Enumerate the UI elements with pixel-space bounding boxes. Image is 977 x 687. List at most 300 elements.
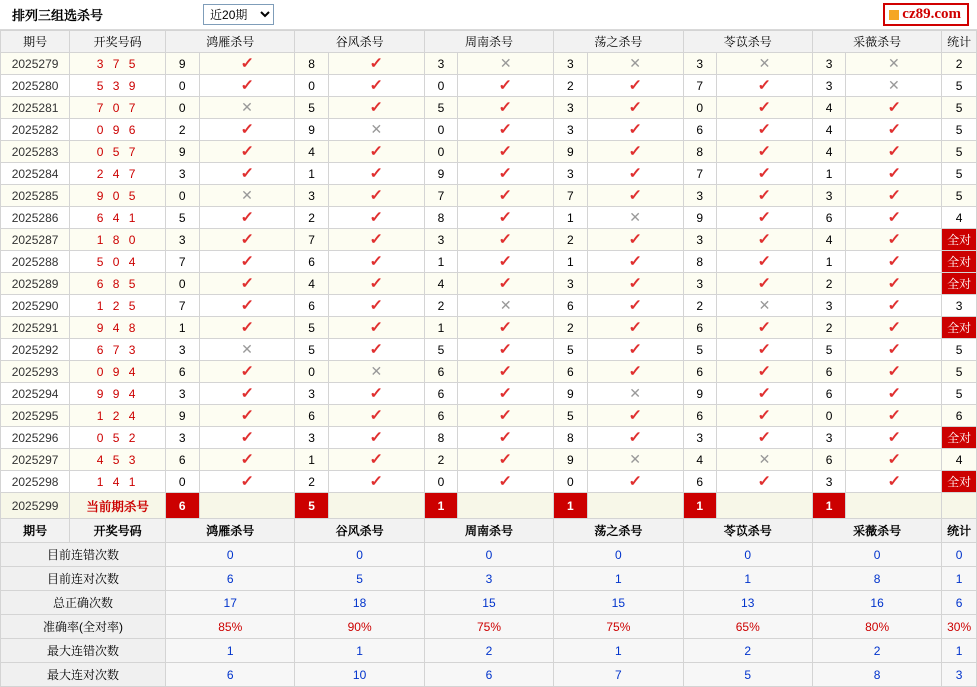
check-icon: ✓ [757,99,772,116]
check-icon: ✓ [240,253,254,270]
cell-kill-number: 9 [554,141,587,163]
cell-kill-number: 6 [812,207,845,229]
summary-value: 1 [295,639,424,663]
check-icon: ✓ [498,341,513,358]
cell-current-kill-number: 5 [295,493,328,519]
check-icon: ✓ [240,473,254,490]
cell-result-mark [587,317,683,339]
cell-result-mark [717,97,813,119]
cell-kill-number: 3 [554,119,587,141]
check-icon: ✓ [628,165,643,182]
cell-result-mark [846,427,942,449]
cross-icon: ✕ [758,451,771,467]
cell-result-mark [458,339,554,361]
cell-result-mark [717,471,813,493]
check-icon: ✓ [757,253,772,270]
cell-stat: 5 [942,185,977,207]
cell-kill-number: 3 [295,185,328,207]
cell-kill-number: 0 [166,471,199,493]
check-icon: ✓ [498,231,513,248]
check-icon: ✓ [369,451,384,468]
cell-kill-number: 0 [683,97,716,119]
summary-row [1,591,977,615]
cell-kill-number: 8 [554,427,587,449]
cell-result-mark [328,361,424,383]
cell-draw-code: 9 9 4 [70,383,166,405]
cell-period: 2025289 [1,273,70,295]
cell-kill-number: 6 [812,361,845,383]
table-body [1,53,977,519]
cell-result-mark [328,229,424,251]
check-icon: ✓ [886,407,901,424]
summary-value: 80% [812,615,941,639]
cell-kill-number: 4 [295,141,328,163]
cell-kill-number: 2 [554,75,587,97]
cell-kill-number: 3 [166,383,199,405]
check-icon: ✓ [240,429,254,446]
cell-result-mark [717,273,813,295]
check-icon: ✓ [886,275,901,292]
check-icon: ✓ [757,319,772,336]
cell-kill-number: 3 [683,427,716,449]
table-head [1,31,977,53]
cell-result-mark [717,449,813,471]
cell-kill-number: 0 [295,75,328,97]
cell-result-mark [587,295,683,317]
cell-result-mark [717,427,813,449]
check-icon: ✓ [886,121,901,138]
status-badge: 全对 [942,317,977,339]
check-icon: ✓ [886,385,901,402]
summary-row [1,543,977,567]
summary-row [1,639,977,663]
cell-kill-number: 9 [424,163,457,185]
cell-kill-number: 6 [683,119,716,141]
cross-icon: ✕ [758,55,771,71]
check-icon: ✓ [628,187,643,204]
cell-period: 2025281 [1,97,70,119]
cell-kill-number: 3 [683,273,716,295]
th-code: 开奖号码 [70,31,166,53]
cell-result-mark [587,229,683,251]
cell-result-mark [587,383,683,405]
cross-icon: ✕ [629,209,641,225]
cell-current-blank [587,493,683,519]
table-row [1,53,977,75]
summary-value: 75% [554,615,683,639]
cell-stat: 5 [942,339,977,361]
check-icon: ✓ [240,363,254,380]
summary-value: 0 [683,543,812,567]
cell-result-mark [587,75,683,97]
check-icon: ✓ [628,407,643,424]
summary-value: 0 [554,543,683,567]
check-icon: ✓ [369,385,384,402]
check-icon: ✓ [757,429,772,446]
table-row [1,471,977,493]
check-icon: ✓ [369,143,384,160]
summary-row [1,663,977,687]
cell-draw-code: 1 2 4 [70,405,166,427]
check-icon: ✓ [498,385,513,402]
cell-kill-number: 6 [166,361,199,383]
cell-result-mark [717,119,813,141]
table-row [1,361,977,383]
cell-result-mark [587,207,683,229]
cell-kill-number: 3 [554,97,587,119]
cross-icon: ✕ [758,297,771,313]
summary-value: 1 [554,639,683,663]
table-row [1,185,977,207]
cell-kill-number: 0 [812,405,845,427]
cell-result-mark [199,449,295,471]
cell-result-mark [587,339,683,361]
cell-kill-number: 3 [683,53,716,75]
summary-value: 90% [295,615,424,639]
cross-icon: ✕ [887,77,900,93]
summary-total: 1 [942,567,977,591]
cell-period: 2025293 [1,361,70,383]
cell-result-mark [458,141,554,163]
check-icon: ✓ [498,319,513,336]
cell-result-mark [199,339,295,361]
cell-result-mark [328,295,424,317]
current-period-row [1,493,977,519]
cell-kill-number: 3 [812,75,845,97]
check-icon: ✓ [498,187,513,204]
check-icon: ✓ [369,187,384,204]
cell-result-mark [199,361,295,383]
check-icon: ✓ [628,363,643,380]
cell-result-mark [846,273,942,295]
cell-result-mark [328,427,424,449]
cell-kill-number: 3 [812,53,845,75]
check-icon: ✓ [498,99,513,116]
check-icon: ✓ [757,275,772,292]
status-badge: 全对 [942,471,977,493]
summary-value: 1 [554,567,683,591]
check-icon: ✓ [886,341,901,358]
cell-result-mark [846,163,942,185]
cell-current-kill-number: 1 [554,493,587,519]
cell-kill-number: 3 [424,229,457,251]
check-icon: ✓ [240,275,254,292]
cell-result-mark [328,53,424,75]
cell-stat: 5 [942,361,977,383]
cell-kill-number: 6 [554,361,587,383]
check-icon: ✓ [240,121,254,138]
cell-kill-number: 7 [295,229,328,251]
cell-kill-number: 4 [295,273,328,295]
cell-kill-number: 0 [424,119,457,141]
cell-result-mark [846,383,942,405]
check-icon: ✓ [628,275,643,292]
cell-result-mark [587,427,683,449]
cell-kill-number: 0 [166,185,199,207]
cross-icon: ✕ [241,187,253,203]
kill-number-table [0,30,977,687]
check-icon: ✓ [886,187,901,204]
summary-value: 10 [295,663,424,687]
cell-kill-number: 4 [812,141,845,163]
check-icon: ✓ [240,165,254,182]
cell-period: 2025283 [1,141,70,163]
table-row [1,251,977,273]
cell-kill-number: 3 [554,163,587,185]
status-badge: 全对 [942,273,977,295]
cell-result-mark [328,141,424,163]
cell-period: 2025291 [1,317,70,339]
cell-kill-number: 1 [554,251,587,273]
period-select[interactable] [203,4,274,25]
cell-result-mark [717,185,813,207]
cell-result-mark [328,251,424,273]
check-icon: ✓ [628,77,643,94]
cell-kill-number: 6 [683,471,716,493]
table-row [1,295,977,317]
cell-kill-number: 0 [424,75,457,97]
check-icon: ✓ [240,143,254,160]
cell-result-mark [328,119,424,141]
check-icon: ✓ [498,275,513,292]
cell-kill-number: 8 [683,141,716,163]
cell-result-mark [328,163,424,185]
cell-stat: 5 [942,141,977,163]
check-icon: ✓ [498,121,513,138]
summary-value: 3 [424,567,553,591]
cell-stat: 5 [942,119,977,141]
summary-label: 目前连对次数 [1,567,166,591]
summary-total: 30% [942,615,977,639]
table-row [1,75,977,97]
cell-result-mark [717,317,813,339]
summary-value: 5 [683,663,812,687]
check-icon: ✓ [628,341,643,358]
cell-result-mark [458,449,554,471]
cell-result-mark [587,405,683,427]
cell-result-mark [458,427,554,449]
check-icon: ✓ [240,385,254,402]
table-row [1,383,977,405]
cell-result-mark [587,163,683,185]
check-icon: ✓ [369,55,384,72]
summary-value: 8 [812,567,941,591]
check-icon: ✓ [240,55,254,72]
cell-kill-number: 6 [812,383,845,405]
cell-period: 2025279 [1,53,70,75]
check-icon: ✓ [628,231,643,248]
cell-kill-number: 7 [424,185,457,207]
cell-kill-number: 5 [424,97,457,119]
cell-result-mark [199,383,295,405]
check-icon: ✓ [498,473,513,490]
cell-kill-number: 2 [295,471,328,493]
cell-kill-number: 6 [424,361,457,383]
check-icon: ✓ [369,429,384,446]
check-icon: ✓ [757,165,772,182]
cell-draw-code: 2 4 7 [70,163,166,185]
cell-period: 2025290 [1,295,70,317]
cell-kill-number: 3 [812,185,845,207]
cell-period: 2025292 [1,339,70,361]
cell-result-mark [328,185,424,207]
cell-period: 2025287 [1,229,70,251]
cell-result-mark [199,317,295,339]
cell-kill-number: 8 [424,207,457,229]
cell-period: 2025295 [1,405,70,427]
cell-result-mark [587,185,683,207]
cell-result-mark [199,207,295,229]
check-icon: ✓ [498,363,513,380]
period-select-wrap [203,4,274,25]
cell-draw-code: 0 9 4 [70,361,166,383]
cell-result-mark [199,53,295,75]
cell-result-mark [587,449,683,471]
check-icon: ✓ [498,143,513,160]
check-icon: ✓ [628,143,643,160]
cell-period: 2025294 [1,383,70,405]
cell-kill-number: 3 [166,339,199,361]
cell-kill-number: 2 [812,317,845,339]
check-icon: ✓ [369,341,384,358]
cell-kill-number: 5 [295,317,328,339]
check-icon: ✓ [628,99,643,116]
cell-result-mark [846,295,942,317]
cell-result-mark [199,229,295,251]
cell-kill-number: 0 [295,361,328,383]
cell-kill-number: 7 [683,75,716,97]
check-icon: ✓ [240,451,254,468]
cell-result-mark [458,163,554,185]
cell-stat: 4 [942,449,977,471]
cell-current-blank [328,493,424,519]
cell-result-mark [717,339,813,361]
cell-kill-number: 3 [812,471,845,493]
summary-label: 目前连错次数 [1,543,166,567]
cell-draw-code: 0 9 6 [70,119,166,141]
cell-kill-number: 9 [554,383,587,405]
table-row [1,141,977,163]
cell-result-mark [846,229,942,251]
cell-result-mark [458,273,554,295]
cell-result-mark [199,405,295,427]
cell-result-mark [328,449,424,471]
cell-kill-number: 6 [812,449,845,471]
cell-stat: 5 [942,75,977,97]
cell-result-mark [199,119,295,141]
cell-current-kill-number: 1 [812,493,845,519]
cell-result-mark [717,251,813,273]
cell-kill-number: 8 [683,251,716,273]
status-badge: 全对 [942,229,977,251]
cell-kill-number: 2 [812,273,845,295]
th-summary-expert-2: 周南杀号 [424,519,553,543]
cell-period: 2025296 [1,427,70,449]
cell-kill-number: 9 [166,405,199,427]
cell-result-mark [846,141,942,163]
check-icon: ✓ [886,143,901,160]
cell-result-mark [199,75,295,97]
cell-result-mark [846,207,942,229]
check-icon: ✓ [240,209,254,226]
cell-kill-number: 9 [683,207,716,229]
cell-draw-code: 0 5 7 [70,141,166,163]
cell-kill-number: 4 [812,97,845,119]
cell-result-mark [199,185,295,207]
cell-result-mark [328,75,424,97]
th-summary-expert-0: 鸿雁杀号 [166,519,295,543]
cell-kill-number: 6 [295,295,328,317]
summary-value: 1 [683,567,812,591]
cell-result-mark [328,97,424,119]
table-row [1,97,977,119]
cell-kill-number: 9 [295,119,328,141]
summary-value: 2 [424,639,553,663]
cell-period: 2025284 [1,163,70,185]
check-icon: ✓ [757,187,772,204]
check-icon: ✓ [886,363,901,380]
cell-result-mark [846,185,942,207]
cell-period: 2025288 [1,251,70,273]
check-icon: ✓ [757,473,772,490]
cell-result-mark [199,97,295,119]
check-icon: ✓ [757,77,772,94]
check-icon: ✓ [240,77,254,94]
summary-value: 0 [812,543,941,567]
check-icon: ✓ [369,407,384,424]
cell-result-mark [846,119,942,141]
cell-result-mark [717,295,813,317]
check-icon: ✓ [757,231,772,248]
check-icon: ✓ [886,429,901,446]
cell-kill-number: 6 [295,251,328,273]
cell-current-blank [199,493,295,519]
cell-kill-number: 0 [166,273,199,295]
cell-kill-number: 6 [683,361,716,383]
cell-kill-number: 3 [295,427,328,449]
table-row [1,273,977,295]
page-title: 排列三组选杀号 [12,8,104,23]
cell-result-mark [458,471,554,493]
check-icon: ✓ [628,297,643,314]
cell-kill-number: 0 [554,471,587,493]
check-icon: ✓ [498,253,513,270]
cell-kill-number: 3 [683,229,716,251]
cell-kill-number: 9 [166,53,199,75]
check-icon: ✓ [628,319,643,336]
cell-kill-number: 1 [424,251,457,273]
summary-value: 6 [166,567,295,591]
check-icon: ✓ [369,209,384,226]
cell-result-mark [458,229,554,251]
cell-kill-number: 6 [166,449,199,471]
summary-value: 15 [554,591,683,615]
check-icon: ✓ [628,121,643,138]
cell-result-mark [458,75,554,97]
cell-result-mark [199,471,295,493]
cell-result-mark [328,405,424,427]
cell-kill-number: 9 [554,449,587,471]
cell-kill-number: 3 [166,229,199,251]
summary-label: 最大连错次数 [1,639,166,663]
summary-value: 15 [424,591,553,615]
check-icon: ✓ [369,473,384,490]
th-summary-expert-4: 苓苡杀号 [683,519,812,543]
check-icon: ✓ [757,363,772,380]
cell-kill-number: 3 [166,427,199,449]
cell-period: 2025286 [1,207,70,229]
summary-total: 0 [942,543,977,567]
